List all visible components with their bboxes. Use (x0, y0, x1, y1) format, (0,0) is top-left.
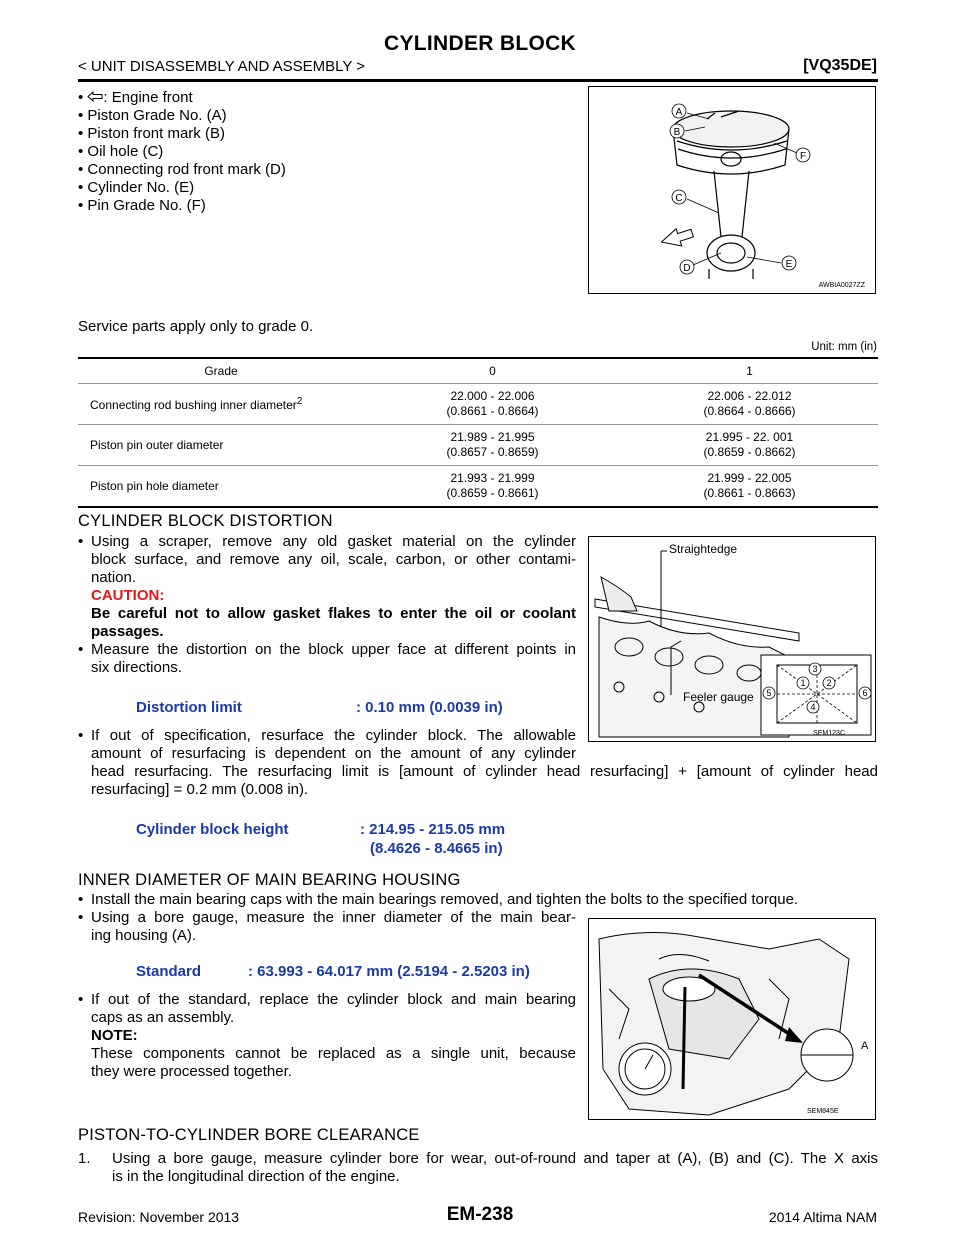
header-rule (78, 79, 878, 82)
list-item: • Cylinder No. (E) (78, 179, 195, 196)
grade-1-cell: 22.006 - 22.012 (0.8664 - 0.8666) (621, 384, 878, 425)
callout-b: B (673, 127, 681, 138)
grade-1-cell: 21.999 - 22.005 (0.8661 - 0.8663) (621, 466, 878, 508)
piston-illustration (589, 87, 875, 293)
straightedge-illustration (589, 537, 875, 741)
piston-parts-list (78, 89, 286, 215)
section-heading: CYLINDER BLOCK DISTORTION (78, 512, 333, 530)
list-item: • Connecting rod front mark (D) (78, 161, 286, 178)
point-2: 2 (826, 678, 832, 688)
caution-label: CAUTION: (91, 587, 165, 604)
page-number: EM-238 (446, 1204, 514, 1225)
callout-c: C (675, 193, 683, 204)
section-heading: INNER DIAMETER OF MAIN BEARING HOUSING (78, 871, 461, 889)
bore-gauge-figure (588, 918, 876, 1120)
table-header-row (78, 358, 878, 384)
page-title: CYLINDER BLOCK (383, 32, 577, 55)
list-item: • Install the main bearing caps with the main bearings removed, and tighten the bolts to the specified torque. (78, 891, 799, 908)
column-header: 1 (621, 358, 878, 384)
row-label: Connecting rod bushing inner diameter$^2$ (78, 384, 364, 425)
distortion-instructions (78, 533, 576, 677)
engine-model: [VQ35DE] (803, 57, 877, 74)
service-note: Service parts apply only to grade 0. (78, 318, 314, 335)
grade-0-cell: 21.989 - 21.995 (0.8657 - 0.8659) (364, 425, 621, 466)
list-item: • If out of the standard, replace the cylinder block and main bearing caps as an assembly. NOTE: These components cannot be replaced as a single unit, because they were processed together. (78, 991, 576, 1080)
list-item: • Pin Grade No. (F) (78, 197, 206, 214)
figure-code: SEM845E (807, 1108, 839, 1115)
list-item: • : Engine front (78, 89, 193, 106)
figure-code: AWBIA0027ZZ (818, 282, 865, 289)
column-header: 0 (364, 358, 621, 384)
note-label: NOTE: (91, 1027, 138, 1044)
row-label: Piston pin outer diameter (78, 425, 364, 466)
callout-e: E (785, 259, 793, 270)
table-row (78, 466, 878, 508)
grade-0-cell: 21.993 - 21.999 (0.8659 - 0.8661) (364, 466, 621, 508)
list-item: • If out of specification, resurface the cylinder block. The allowable amount of resurfacing is dependent on the amount of any cylinder head resurfacing. The resurfacing limit is [amount of cylinder head resurfacing] + [amount of cylinder head resurfacing] = 0.2 mm (0.008 in). (78, 727, 878, 798)
list-item: • Using a scraper, remove any old gasket material on the cylinder block surface, and remove any oil, scale, carbon, or other contami- nation. CAUTION: Be careful not to allow gasket flakes to enter the oil or coolant passages. (78, 533, 576, 640)
piston-figure (588, 86, 876, 294)
callout-d: D (683, 263, 691, 274)
list-item: • Piston front mark (B) (78, 125, 225, 142)
housing-standard-spec: Standard : 63.993 - 64.017 mm (2.5194 - 2.5203 in) (136, 963, 530, 980)
list-item: • Oil hole (C) (78, 143, 164, 160)
point-3: 3 (812, 664, 818, 674)
point-4: 4 (810, 702, 816, 712)
grade-table (78, 357, 878, 508)
column-header: Grade (78, 358, 364, 384)
grade-1-cell: 21.995 - 22. 001 (0.8659 - 0.8662) (621, 425, 878, 466)
revision-date: Revision: November 2013 (78, 1209, 240, 1225)
bore-gauge-illustration (589, 919, 875, 1119)
engine-front-arrow-icon (87, 89, 103, 106)
distortion-figure (588, 536, 876, 742)
callout-f: F (799, 151, 807, 162)
list-item: • Using a bore gauge, measure the inner diameter of the main bear- ing housing (A). (78, 909, 576, 944)
section-breadcrumb: < UNIT DISASSEMBLY AND ASSEMBLY > (78, 58, 366, 75)
grade-0-cell: 22.000 - 22.006 (0.8661 - 0.8664) (364, 384, 621, 425)
point-6: 6 (862, 688, 868, 698)
replace-instruction (78, 991, 576, 1081)
straightedge-label: Straightedge (669, 542, 738, 556)
block-height-spec: Cylinder block height : 214.95 - 215.05 mm (8.4626 - 8.4665 in) (136, 821, 506, 857)
unit-note: Unit: mm (in) (811, 341, 877, 353)
row-label: Piston pin hole diameter (78, 466, 364, 508)
point-5: 5 (766, 688, 772, 698)
clearance-step-1: 1. Using a bore gauge, measure cylinder bore for wear, out-of-round and taper at (A), (B) and (C). The X axis is in the longitudinal direction of the engine. (78, 1150, 878, 1185)
figure-code: SEM123C (813, 730, 845, 737)
feeler-gauge-label: Feeler gauge (683, 690, 754, 704)
callout-a: A (861, 1040, 869, 1052)
distortion-limit-spec: Distortion limit : 0.10 mm (0.0039 in) (136, 699, 503, 716)
point-1: 1 (800, 678, 806, 688)
list-item: • Measure the distortion on the block upper face at different points in six directions. (78, 641, 576, 676)
table-row (78, 425, 878, 466)
list-item: • Piston Grade No. (A) (78, 107, 227, 124)
section-heading: PISTON-TO-CYLINDER BORE CLEARANCE (78, 1126, 420, 1144)
table-row (78, 384, 878, 425)
callout-a: A (675, 107, 683, 118)
edition-label: 2014 Altima NAM (768, 1209, 877, 1225)
